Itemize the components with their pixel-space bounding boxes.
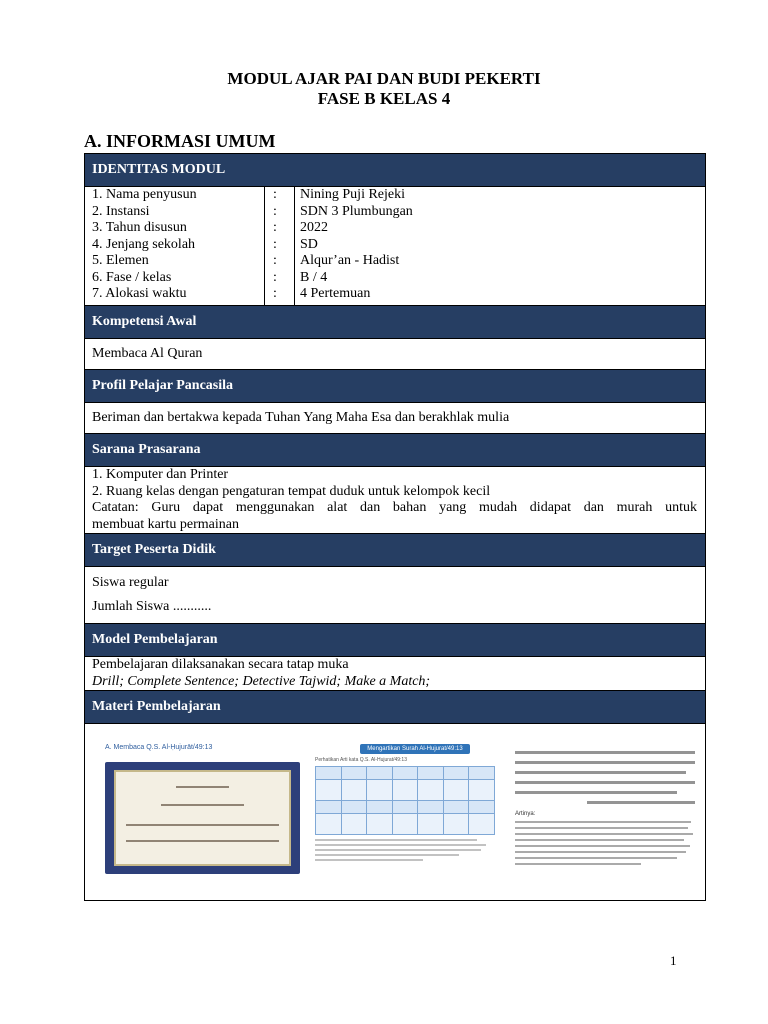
sarana-item-2: 2. Ruang kelas dengan pengaturan tempat duduk untuk kelompok kecil: [92, 483, 491, 499]
identitas-value: Alqur’an - Hadist: [300, 253, 400, 268]
identitas-value: B / 4: [300, 269, 328, 285]
model-body: [85, 657, 705, 691]
sarana-header: Sarana Prasarana: [85, 434, 705, 467]
section-heading-informasi-umum: A. INFORMASI UMUM: [84, 131, 276, 151]
target-body: [85, 567, 705, 624]
materi-header: Materi Pembelajaran: [85, 691, 705, 724]
identitas-separators: [265, 187, 295, 305]
kompetensi-text: Membaca Al Quran: [85, 339, 705, 370]
model-line-1: Pembelajaran dilaksanakan secara tatap muka: [92, 657, 349, 672]
target-line-2: Jumlah Siswa ...........: [92, 599, 212, 614]
sarana-note-cont: membuat kartu permainan: [92, 516, 239, 532]
model-header: Model Pembelajaran: [85, 624, 705, 657]
separator: :: [273, 203, 277, 219]
panel1-label: A. Membaca Q.S. Al-Ḥujurāt/49:13: [105, 744, 213, 751]
identitas-values: [295, 187, 705, 305]
materi-image-area: [85, 724, 705, 900]
identitas-label: 2. Instansi: [92, 203, 150, 219]
identitas-label: 3. Tahun disusun: [92, 220, 187, 235]
identitas-label: 1. Nama penyusun: [92, 187, 197, 202]
document-subtitle: FASE B KELAS 4: [317, 89, 451, 108]
word-meaning-table-image: [315, 744, 495, 884]
word-grid: [315, 766, 495, 835]
target-line-1: Siswa regular: [92, 575, 169, 590]
module-table: [84, 153, 706, 901]
identitas-labels: [85, 187, 265, 305]
quran-verse-image: [105, 744, 300, 879]
separator: :: [273, 187, 277, 202]
separator: :: [273, 253, 277, 268]
separator: :: [273, 269, 277, 285]
identitas-grid: [85, 187, 705, 306]
profil-text: Beriman dan bertakwa kepada Tuhan Yang Maha Esa dan berakhlak mulia: [85, 403, 705, 434]
identitas-label: 5. Elemen: [92, 253, 149, 268]
sarana-item-1: 1. Komputer dan Printer: [92, 467, 229, 482]
identitas-value: Nining Puji Rejeki: [300, 187, 405, 202]
separator: :: [273, 236, 277, 252]
sarana-body: [85, 467, 705, 534]
panel2-heading: Mengartikan Surah Al-Hujurat/49:13: [360, 744, 470, 754]
document-title: MODUL AJAR PAI DAN BUDI PEKERTI: [227, 69, 541, 88]
verse-frame: [105, 762, 300, 874]
identitas-label: 6. Fase / kelas: [92, 269, 172, 285]
identitas-header: IDENTITAS MODUL: [85, 154, 705, 187]
separator: :: [273, 286, 277, 301]
separator: :: [273, 220, 277, 235]
artinya-label: Artinya:: [515, 811, 536, 817]
identitas-value: 2022: [300, 220, 328, 235]
panel2-subtitle: Perhatikan Arti kata Q.S. Al-Hujurat/49:13: [315, 757, 407, 763]
identitas-label: 4. Jenjang sekolah: [92, 236, 196, 252]
identitas-value: SDN 3 Plumbungan: [300, 203, 413, 219]
identitas-value: SD: [300, 236, 318, 252]
page-number: 1: [670, 953, 677, 968]
profil-header: Profil Pelajar Pancasila: [85, 370, 705, 403]
kompetensi-header: Kompetensi Awal: [85, 306, 705, 339]
hadith-text-image: [515, 744, 695, 894]
sarana-note: Catatan: Guru dapat menggunakan alat dan bahan yang mudah didapat dan murah untuk: [92, 500, 697, 515]
target-header: Target Peserta Didik: [85, 534, 705, 567]
identitas-label: 7. Alokasi waktu: [92, 286, 187, 301]
identitas-value: 4 Pertemuan: [300, 286, 371, 301]
model-line-2: Drill; Complete Sentence; Detective Tajwid; Make a Match;: [92, 673, 431, 689]
